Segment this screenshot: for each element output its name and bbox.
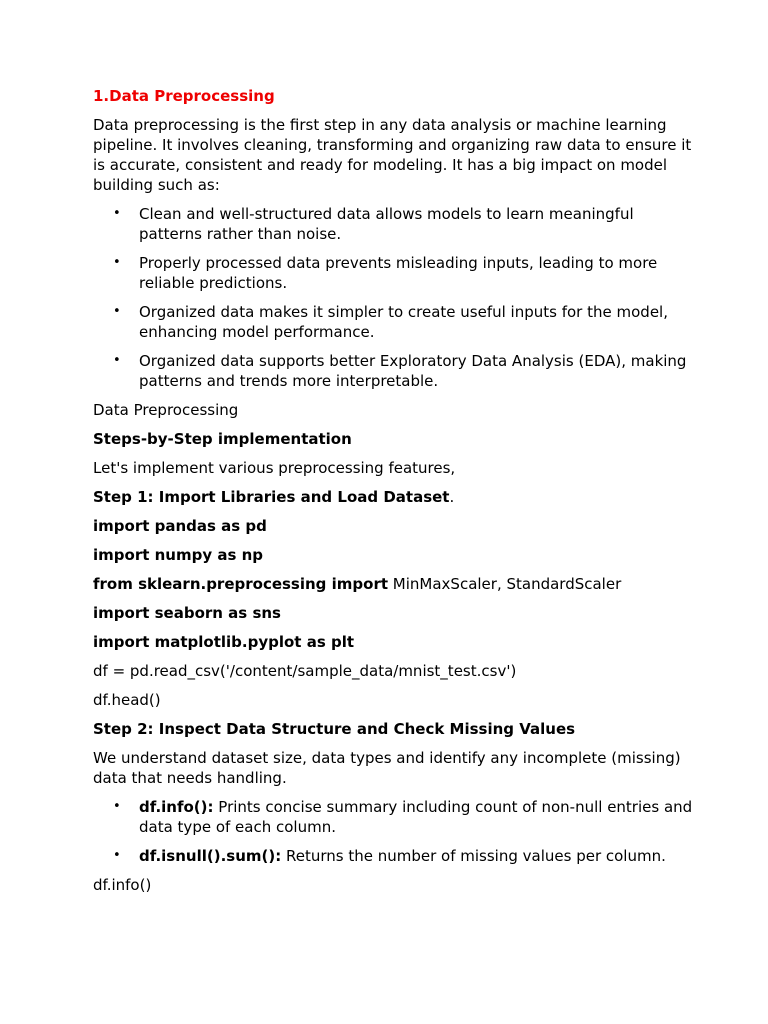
list-item-term: df.info(): [139,798,214,816]
section-heading: 1.Data Preprocessing [93,87,275,105]
bullet-icon: • [113,206,121,221]
list-item-term: df.isnull().sum(): [139,847,282,865]
list-item-text: Clean and well-structured data allows models to learn meaningful patterns rather than noise. [139,205,634,243]
list-item [93,797,693,837]
list-item [93,846,693,866]
step2-title: Step 2: Inspect Data Structure and Check Missing Values [93,720,576,738]
list-item [93,302,693,342]
step1-title-line [93,487,693,507]
code-line-import-seaborn: import seaborn as sns [93,604,281,622]
list-item-text: Prints concise summary including count of non-null entries and data type of each column. [139,798,693,836]
list-item [93,351,693,391]
code-line-import-numpy: import numpy as np [93,546,264,564]
code-line-info: df.info() [93,876,152,894]
bullet-icon: • [113,255,121,270]
code-line-import-matplotlib: import matplotlib.pyplot as plt [93,633,355,651]
benefits-list [93,204,693,391]
list-item [93,253,693,293]
list-item-text: Organized data supports better Exploratory Data Analysis (EDA), making patterns and trends more interpretable. [139,352,687,390]
step2-list [93,797,693,866]
code-line-read-csv: df = pd.read_csv('/content/sample_data/mnist_test.csv') [93,662,517,680]
bullet-icon: • [113,353,121,368]
step1-title-suffix: . [449,488,455,506]
intro-paragraph: Data preprocessing is the first step in any data analysis or machine learning pipeline. It involves cleaning, transforming and organizing raw data to ensure it is accurate, consistent and ready for modeling. It has a big impact on model building such as: [93,116,692,194]
image-caption: Data Preprocessing [93,401,239,419]
bullet-icon: • [113,848,121,863]
code-keyword: from sklearn.preprocessing import [93,575,389,593]
step1-title: Step 1: Import Libraries and Load Dataset [93,488,450,506]
step2-description: We understand dataset size, data types and identify any incomplete (missing) data that needs handling. [93,749,681,787]
code-line-import-sklearn [93,574,693,594]
list-item [93,204,693,244]
bullet-icon: • [113,799,121,814]
steps-intro: Let's implement various preprocessing features, [93,459,456,477]
steps-heading: Steps-by-Step implementation [93,430,352,448]
code-line-import-pandas: import pandas as pd [93,517,267,535]
list-item-text: Properly processed data prevents misleading inputs, leading to more reliable predictions. [139,254,658,292]
list-item-text: Returns the number of missing values per column. [281,847,666,865]
code-rest: MinMaxScaler, StandardScaler [388,575,622,593]
list-item-text: Organized data makes it simpler to create useful inputs for the model, enhancing model performance. [139,303,668,341]
document-content [93,86,693,904]
bullet-icon: • [113,304,121,319]
code-line-head: df.head() [93,691,161,709]
